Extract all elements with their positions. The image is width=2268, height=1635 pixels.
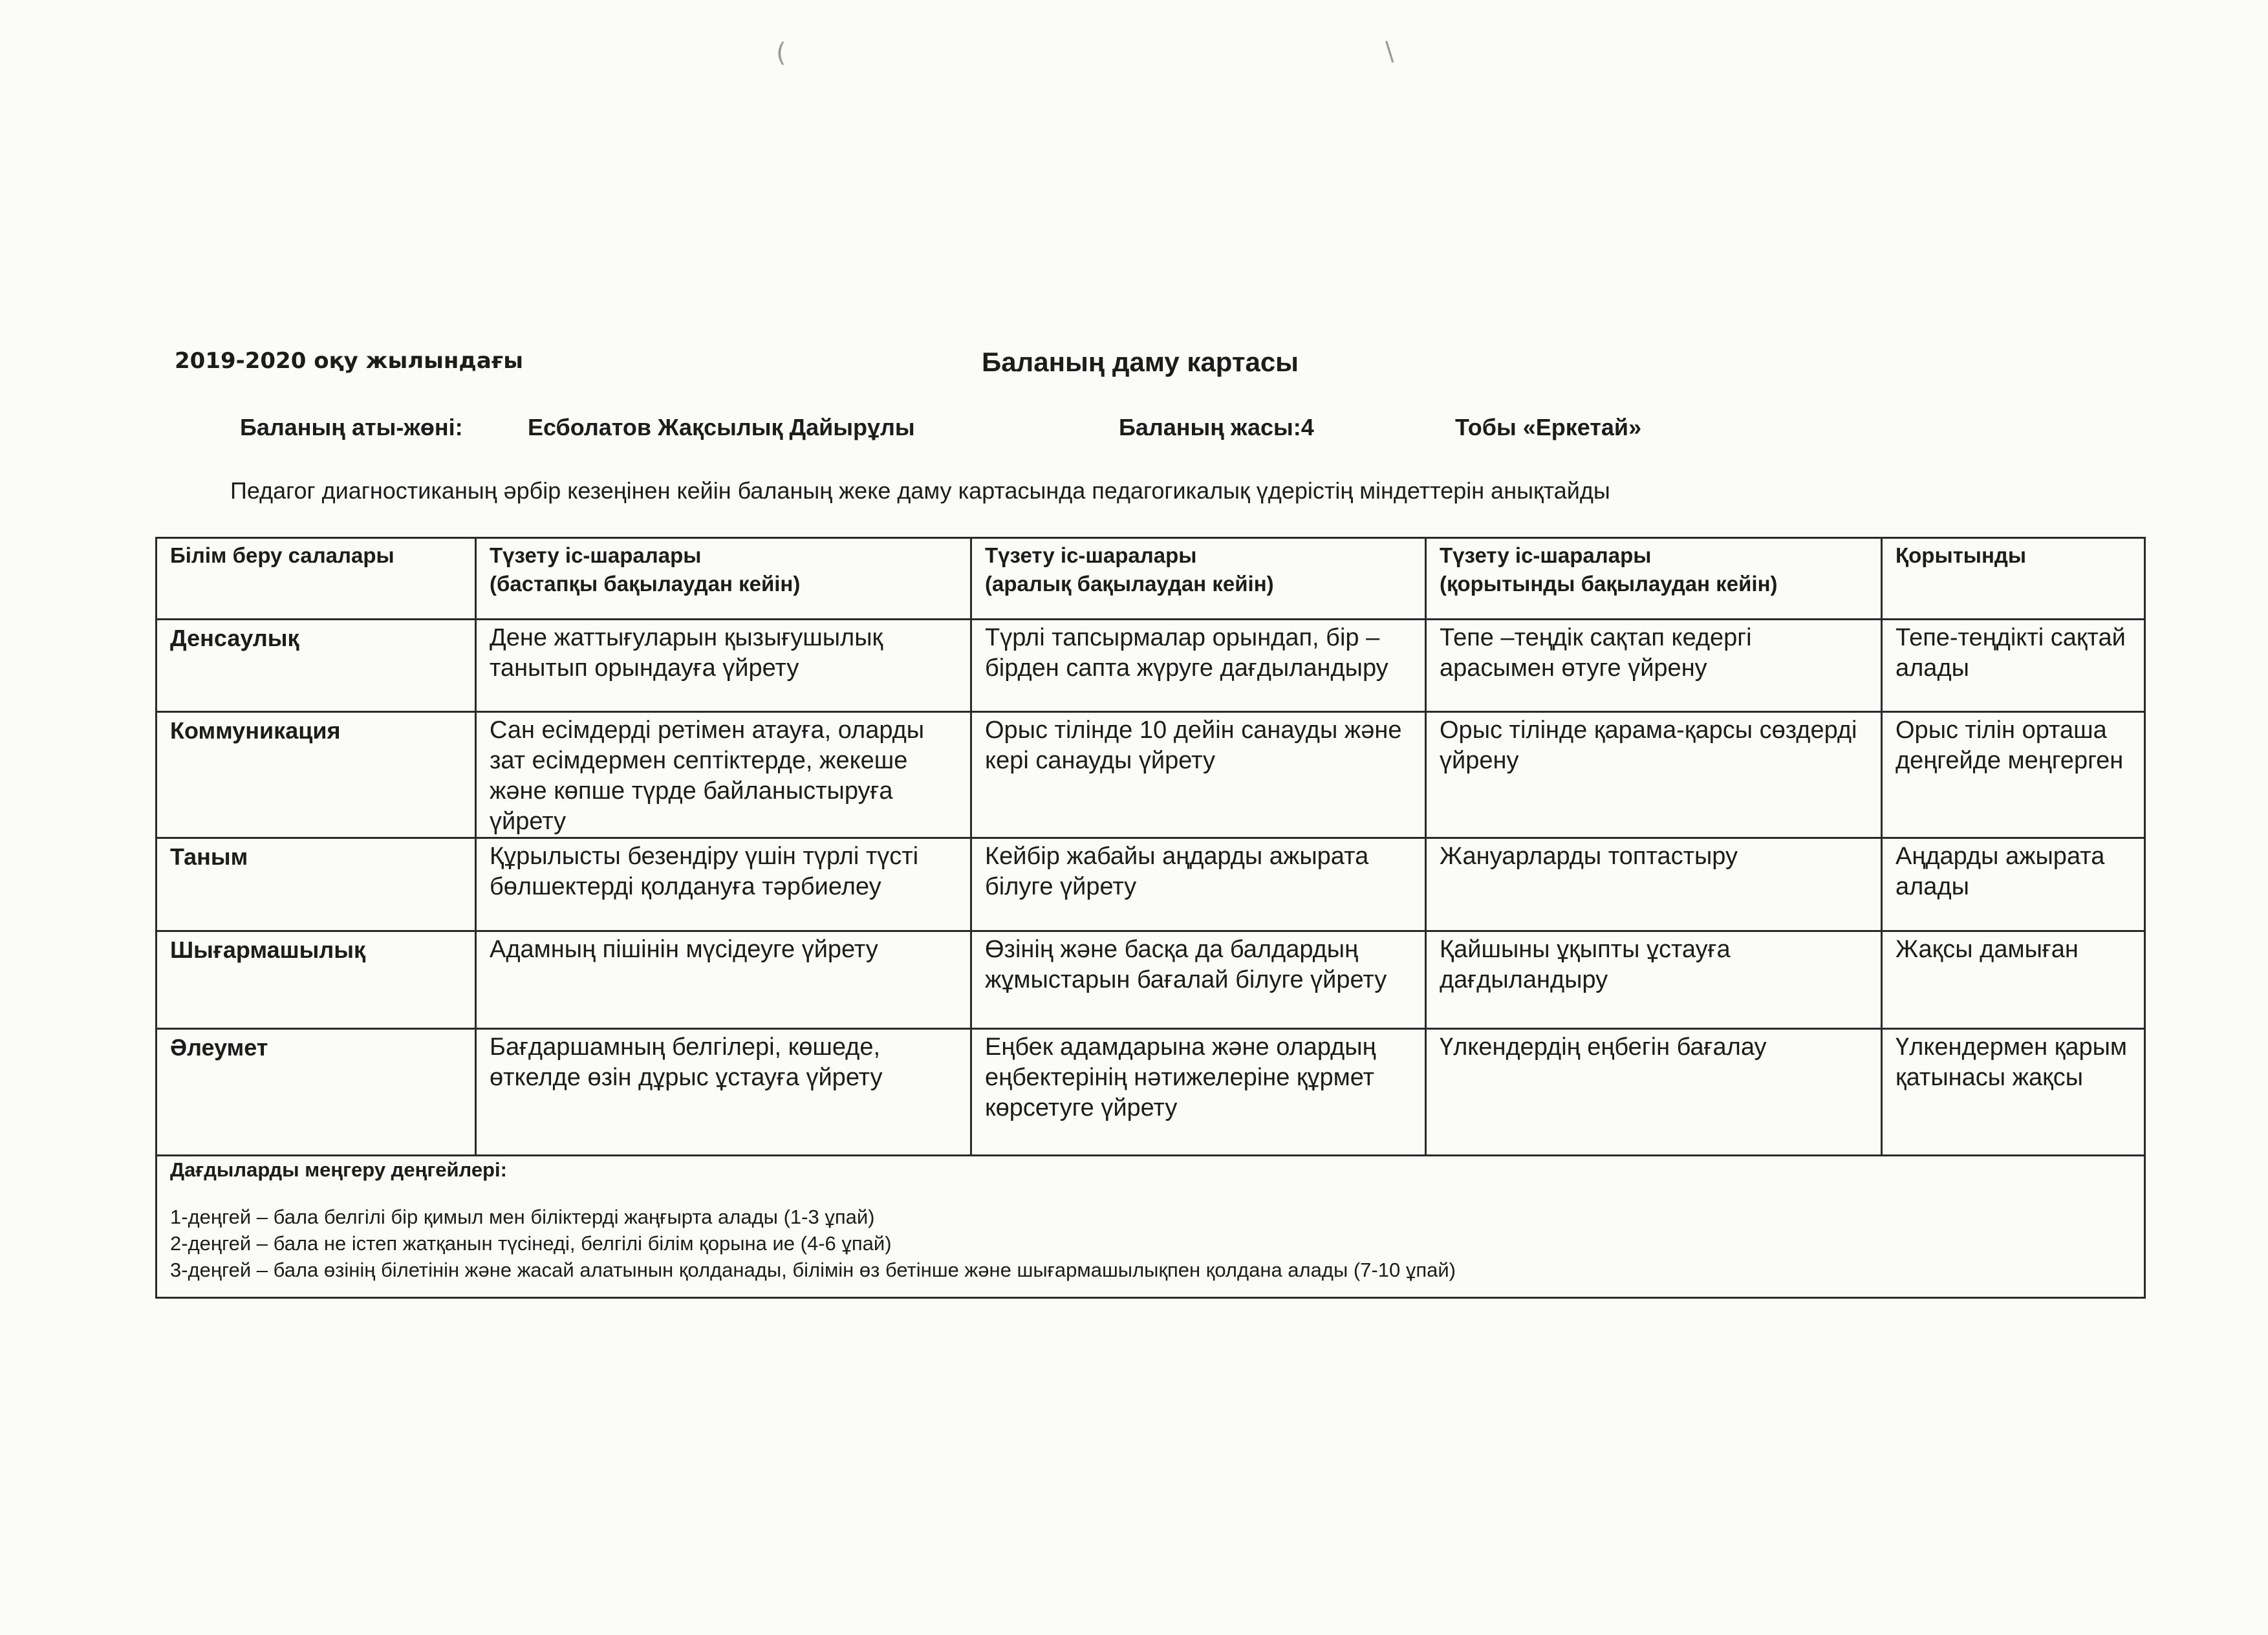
- column-header-conclusion: [1882, 538, 2145, 620]
- initial-cell: Құрылысты безендіру үшін түрлі түсті бөлшектерді қолдануға тәрбиелеу: [476, 838, 971, 931]
- conclusion-cell: Аңдарды ажырата алады: [1882, 838, 2145, 931]
- area-cell: Коммуникация: [157, 712, 476, 838]
- conclusion-cell: Орыс тілін орташа деңгейде меңгерген: [1882, 712, 2145, 838]
- child-name-label: Баланың аты-жөні:: [240, 414, 463, 440]
- table-row: [157, 931, 2145, 1029]
- final-cell: Орыс тілінде қарама-қарсы сөздерді үйрену: [1426, 712, 1882, 838]
- skill-level-1: 1-деңгей – бала белгілі бір қимыл мен біліктерді жаңғырта алады (1-3 ұпай): [170, 1206, 875, 1228]
- table-row: [157, 1029, 2145, 1156]
- area-cell: Әлеумет: [157, 1029, 476, 1156]
- initial-cell: Сан есімдерді ретімен атауға, оларды зат есімдермен септіктерде, жекеше және көпше түрде байланыстыруға үйрету: [476, 712, 971, 838]
- area-cell: Денсаулық: [157, 620, 476, 712]
- child-name-value: Есболатов Жақсылық Дайырұлы: [528, 414, 915, 440]
- column-header-final: [1426, 538, 1882, 620]
- final-cell: Үлкендердің еңбегін бағалау: [1426, 1029, 1882, 1156]
- skill-levels-row: [157, 1156, 2145, 1298]
- scan-mark-left: (: [776, 38, 786, 68]
- interim-cell: Түрлі тапсырмалар орындап, бір – бірден сапта жүруге дағдыландыру: [971, 620, 1426, 712]
- conclusion-cell: Үлкендермен қарым қатынасы жақсы: [1882, 1029, 2145, 1156]
- table-row: [157, 620, 2145, 712]
- area-cell: Таным: [157, 838, 476, 931]
- column-header-text: Түзету іс-шаралары: [1440, 543, 1652, 567]
- final-cell: Тепе –теңдік сақтап кедергі арасымен өтуге үйрену: [1426, 620, 1882, 712]
- initial-cell: Бағдаршамның белгілері, көшеде, өткелде өзін дұрыс ұстауға үйрету: [476, 1029, 971, 1156]
- conclusion-cell: Тепе-теңдікті сақтай алады: [1882, 620, 2145, 712]
- school-year: 2019-2020 оқу жылындағы: [175, 348, 523, 374]
- child-group: Тобы «Еркетай»: [1455, 414, 1642, 440]
- column-header-subtext: (аралық бақылаудан кейін): [985, 572, 1274, 596]
- column-header-initial: [476, 538, 971, 620]
- table-row: [157, 838, 2145, 931]
- skill-levels-title: Дағдыларды меңгеру деңгейлері:: [170, 1158, 507, 1181]
- area-cell: Шығармашылық: [157, 931, 476, 1029]
- column-header-interim: [971, 538, 1426, 620]
- initial-cell: Адамның пішінін мүсідеуге үйрету: [476, 931, 971, 1029]
- interim-cell: Еңбек адамдарына және олардың еңбектерінің нәтижелеріне құрмет көрсетуге үйрету: [971, 1029, 1426, 1156]
- skill-level-2: 2-деңгей – бала не істеп жатқанын түсінеді, белгілі білім қорына ие (4-6 ұпай): [170, 1232, 892, 1255]
- column-header-text: Түзету іс-шаралары: [985, 543, 1197, 567]
- column-header-areas: [157, 538, 476, 620]
- final-cell: Қайшыны ұқыпты ұстауға дағдыландыру: [1426, 931, 1882, 1029]
- initial-cell: Дене жаттығуларын қызығушылық танытып орындауға үйрету: [476, 620, 971, 712]
- scan-mark-right: \: [1385, 37, 1394, 67]
- table-row: [157, 712, 2145, 838]
- column-header-text: Білім беру салалары: [170, 543, 394, 567]
- final-cell: Жануарларды топтастыру: [1426, 838, 1882, 931]
- interim-cell: Өзінің және басқа да балдардың жұмыстарын бағалай білуге үйрету: [971, 931, 1426, 1029]
- column-header-text: Қорытынды: [1895, 543, 2027, 567]
- skill-levels-cell: [157, 1156, 2145, 1298]
- conclusion-cell: Жақсы дамыған: [1882, 931, 2145, 1029]
- interim-cell: Кейбір жабайы аңдарды ажырата білуге үйрету: [971, 838, 1426, 931]
- table-header-row: [157, 538, 2145, 620]
- child-age: Баланың жасы:4: [1119, 414, 1314, 440]
- development-table: [155, 537, 2146, 1299]
- intro-text: Педагог диагностиканың әрбір кезеңінен кейін баланың жеке даму картасында педагогикалық үдерістің міндеттерін анықтайды: [230, 477, 1610, 504]
- column-header-subtext: (қорытынды бақылаудан кейін): [1440, 572, 1778, 596]
- skill-level-3: 3-деңгей – бала өзінің білетінін және жасай алатынын қолданады, білімін өз бетінше және шығармашылықпен қолдана алады (7-10 ұпай): [170, 1259, 1456, 1281]
- column-header-text: Түзету іс-шаралары: [490, 543, 702, 567]
- interim-cell: Орыс тілінде 10 дейін санауды және кері санауды үйрету: [971, 712, 1426, 838]
- column-header-subtext: (бастапқы бақылаудан кейін): [490, 572, 801, 596]
- page-title: Баланың даму картасы: [982, 347, 1299, 377]
